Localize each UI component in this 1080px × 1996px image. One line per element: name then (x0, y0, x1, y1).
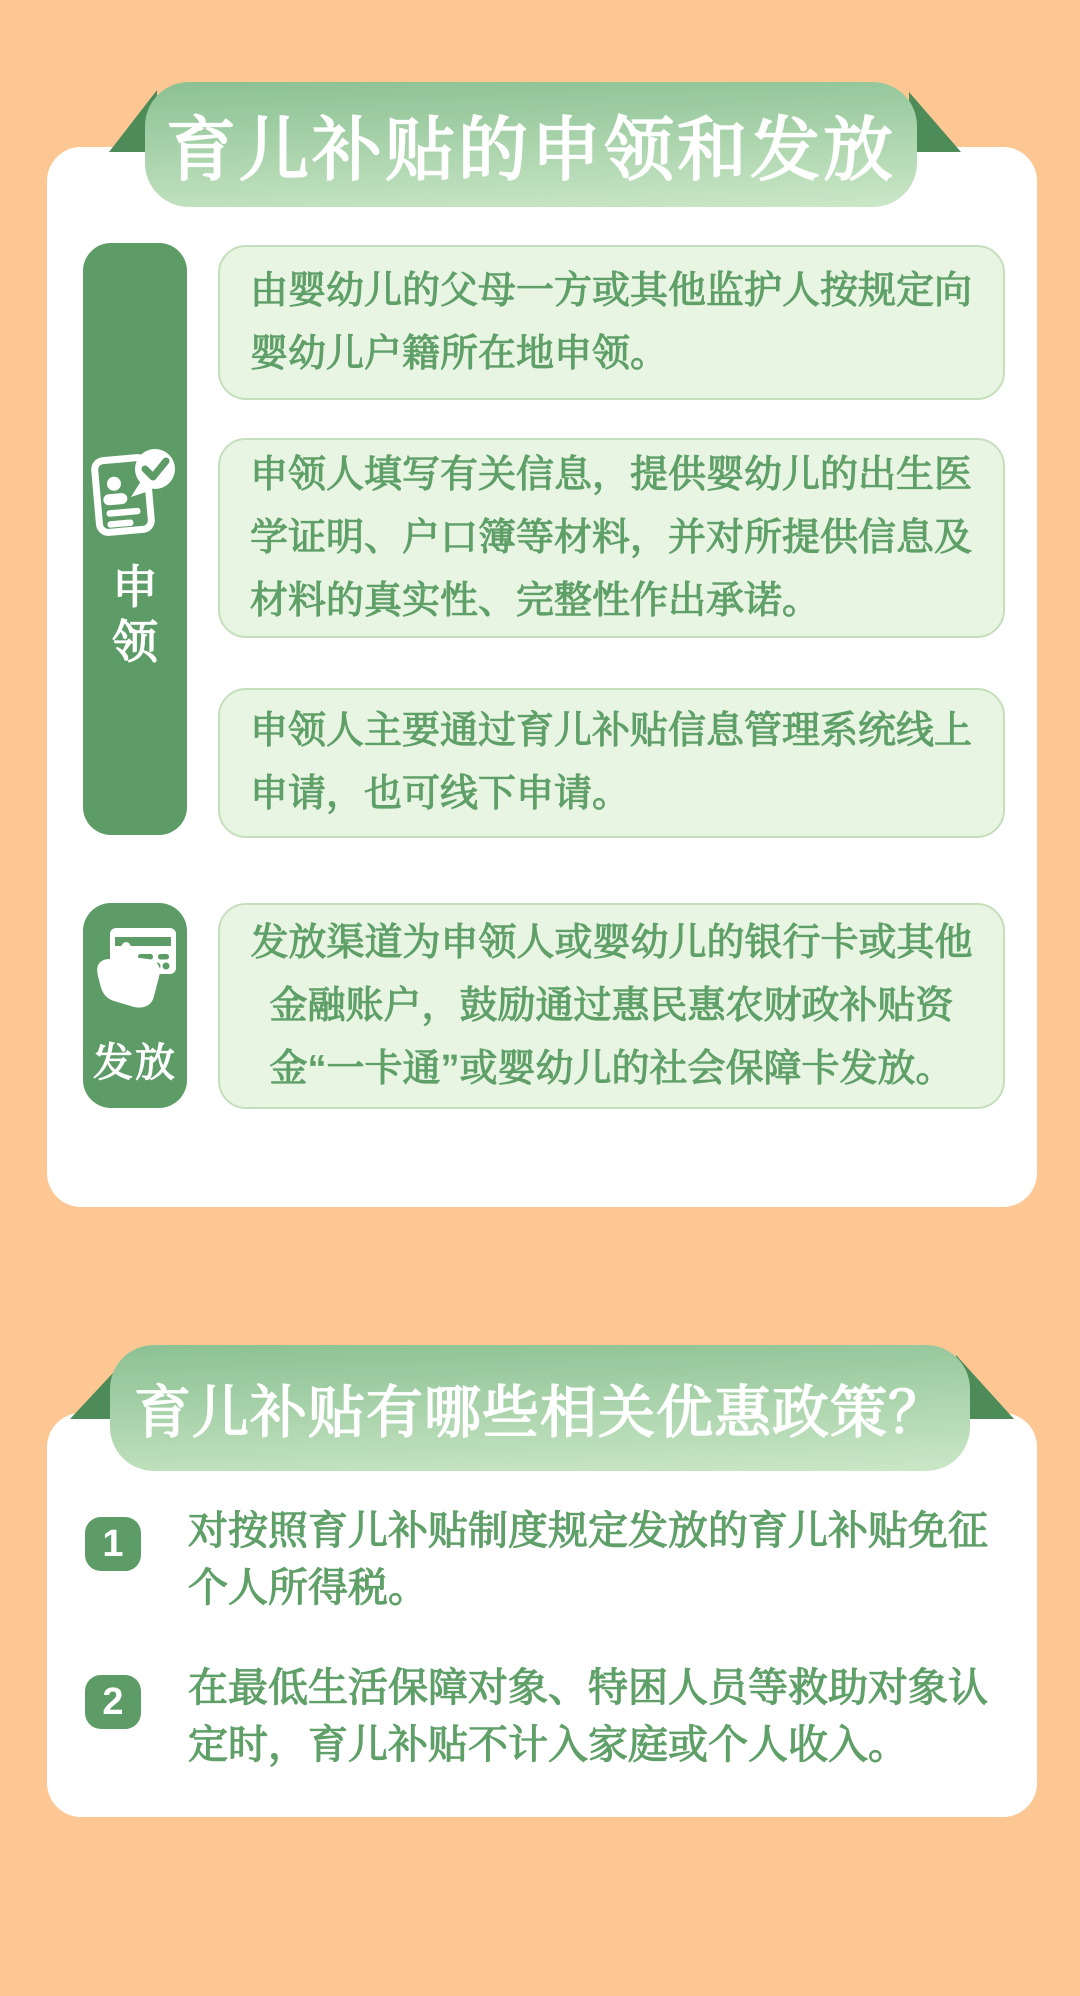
section1-title: 育儿补贴的申领和发放 (166, 111, 896, 189)
apply-note-1 (218, 245, 1005, 400)
grant-note-1-text: 发放渠道为申领人或婴幼儿的银行卡或其他金融账户，鼓励通过惠民惠农财政补贴资金“一卡通”或婴幼儿的社会保障卡发放。 (250, 921, 973, 1090)
grant-rail-label: 发放 (93, 1040, 177, 1085)
section1-banner (145, 82, 917, 207)
document-check-icon (89, 443, 181, 546)
hand-bank-card-icon (86, 924, 184, 1023)
policy-item-1-number: 1 (85, 1517, 141, 1571)
policy-item-2 (188, 1660, 993, 1774)
section2-banner (110, 1345, 970, 1471)
apply-rail (83, 243, 187, 835)
section2-banner-face (110, 1345, 970, 1471)
apply-note-2 (218, 438, 1005, 638)
grant-rail (83, 903, 187, 1108)
policy-item-2-number: 2 (85, 1675, 141, 1729)
apply-note-3-text: 申领人主要通过育儿补贴信息管理系统线上申请，也可线下申请。 (250, 710, 973, 815)
apply-note-3 (218, 688, 1005, 838)
policy-item-2-text: 在最低生活保障对象、特困人员等救助对象认定时，育儿补贴不计入家庭或个人收入。 (188, 1666, 988, 1767)
policy-item-1 (188, 1503, 993, 1617)
grant-note-1 (218, 903, 1005, 1109)
policy-item-1-text: 对按照育儿补贴制度规定发放的育儿补贴免征个人所得税。 (188, 1509, 988, 1610)
section2-title: 育儿补贴有哪些相关优惠政策？ (134, 1381, 946, 1445)
section1-banner-face (145, 82, 917, 207)
apply-note-1-text: 由婴幼儿的父母一方或其他监护人按规定向婴幼儿户籍所在地申领。 (250, 269, 973, 375)
apply-note-2-text: 申领人填写有关信息，提供婴幼儿的出生医学证明、户口簿等材料，并对所提供信息及材料的真实性、完整性作出承诺。 (250, 453, 973, 622)
apply-rail-label: 申领 (112, 561, 158, 668)
